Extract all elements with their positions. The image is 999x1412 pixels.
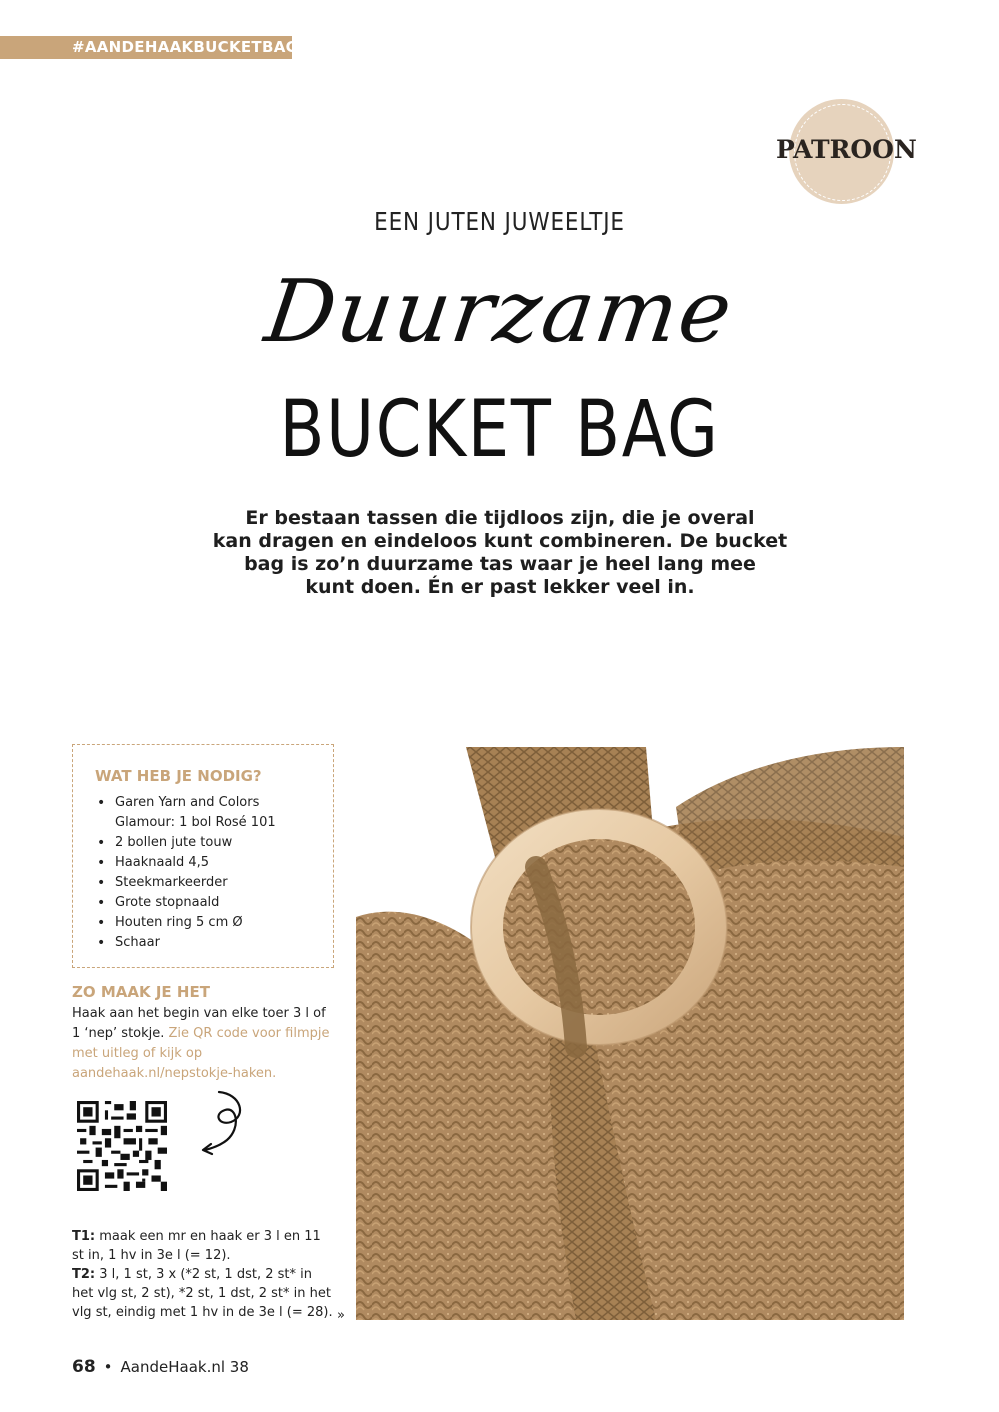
page-number: 68 [72, 1357, 96, 1377]
continue-marker: » [337, 1308, 345, 1323]
intro-line: kan dragen en eindeloos kunt combineren. De bucket [212, 530, 788, 552]
list-item: • Grote stopnaald [95, 893, 295, 913]
howto-link[interactable]: Zie QR code voor filmpje met uitleg of kijk op aandehaak.nl/nepstokje-haken. [72, 1026, 330, 1081]
pattern-rows [72, 1227, 334, 1322]
section-tag: #AANDEHAAKBUCKETBAG [72, 38, 299, 56]
list-item: • 2 bollen jute touw [95, 833, 295, 853]
pattern-row [72, 1265, 334, 1322]
row-label: T2: [72, 1267, 96, 1282]
row-text: maak een mr en haak er 3 l en 11 st in, 1 hv in 3e l (= 12). [72, 1229, 321, 1263]
title-script: Duurzame [259, 262, 740, 362]
intro-paragraph [190, 507, 810, 599]
intro-line: Er bestaan tassen die tijdloos zijn, die je overal [245, 507, 755, 529]
list-item: • Haaknaald 4,5 [95, 853, 295, 873]
materials-title: WAT HEB JE NODIG? [95, 767, 262, 785]
list-item: • Garen Yarn and Colors Glamour: 1 bol Rosé 101 [95, 793, 295, 833]
publication-name: AandeHaak.nl 38 [120, 1358, 249, 1376]
kicker: EEN JUTEN JUWEELTJE [374, 207, 625, 236]
howto-text [72, 1004, 334, 1084]
footer-bullet: • [103, 1358, 113, 1376]
pattern-row [72, 1227, 334, 1265]
page-title: BUCKET BAG [279, 385, 720, 475]
list-item: • Steekmarkeerder [95, 873, 295, 893]
howto-instruction: Haak aan het begin van elke toer 3 l of 1 ‘nep’ stokje. [72, 1006, 326, 1041]
howto-title: ZO MAAK JE HET [72, 983, 210, 1001]
qr-code-icon[interactable] [77, 1101, 167, 1191]
row-text: 3 l, 1 st, 3 x (*2 st, 1 dst, 2 st* in het vlg st, 2 st), *2 st, 1 dst, 2 st* in het vlg st, eindig met 1 hv in de 3e l (= 28). [72, 1267, 333, 1320]
materials-list [95, 793, 295, 953]
materials-box [72, 744, 334, 968]
intro-line: kunt doen. Én er past lekker veel in. [305, 576, 695, 598]
pattern-badge-label: PATROON [776, 135, 917, 164]
curly-arrow-icon [197, 1088, 251, 1160]
list-item: • Schaar [95, 933, 295, 953]
bucket-bag-photo [356, 747, 904, 1320]
intro-line: bag is zo’n duurzame tas waar je heel lang mee [244, 553, 756, 575]
row-label: T1: [72, 1229, 96, 1244]
list-item: • Houten ring 5 cm Ø [95, 913, 295, 933]
page-footer [72, 1357, 249, 1377]
